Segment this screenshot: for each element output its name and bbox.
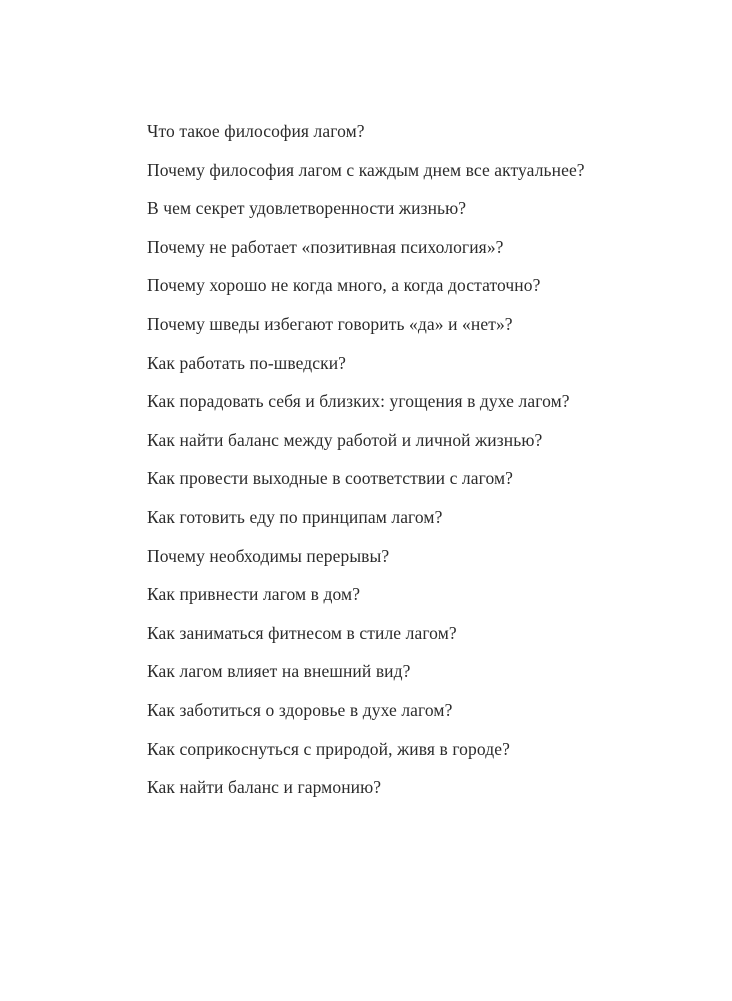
question-item: Почему шведы избегают говорить «да» и «нет»? bbox=[147, 313, 513, 334]
question-item: Как провести выходные в соответствии с лагом? bbox=[147, 468, 514, 489]
question-item: Как порадовать себя и близких: угощения в духе лагом? bbox=[147, 391, 570, 412]
question-item: Как найти баланс и гармонию? bbox=[147, 777, 382, 798]
question-item: Как заботиться о здоровье в духе лагом? bbox=[147, 699, 453, 720]
question-item: Как заниматься фитнесом в стиле лагом? bbox=[147, 622, 457, 643]
question-item: Почему не работает «позитивная психология»? bbox=[147, 236, 504, 257]
question-item: Как найти баланс между работой и личной жизнью? bbox=[147, 429, 543, 450]
question-item: Почему философия лагом с каждым днем все актуальнее? bbox=[147, 159, 585, 180]
question-item: Как работать по-шведски? bbox=[147, 352, 347, 373]
question-item: Что такое философия лагом? bbox=[147, 121, 365, 141]
question-item: Как привнести лагом в дом? bbox=[147, 584, 361, 605]
question-item: Почему необходимы перерывы? bbox=[147, 545, 390, 566]
question-item: Как готовить еду по принципам лагом? bbox=[147, 506, 443, 527]
question-list bbox=[147, 116, 585, 811]
question-item: Как лагом влияет на внешний вид? bbox=[147, 661, 411, 682]
question-item: Почему хорошо не когда много, а когда достаточно? bbox=[147, 275, 541, 296]
question-item: Как соприкоснуться с природой, живя в городе? bbox=[147, 738, 510, 759]
question-item: В чем секрет удовлетворенности жизнью? bbox=[147, 198, 467, 219]
